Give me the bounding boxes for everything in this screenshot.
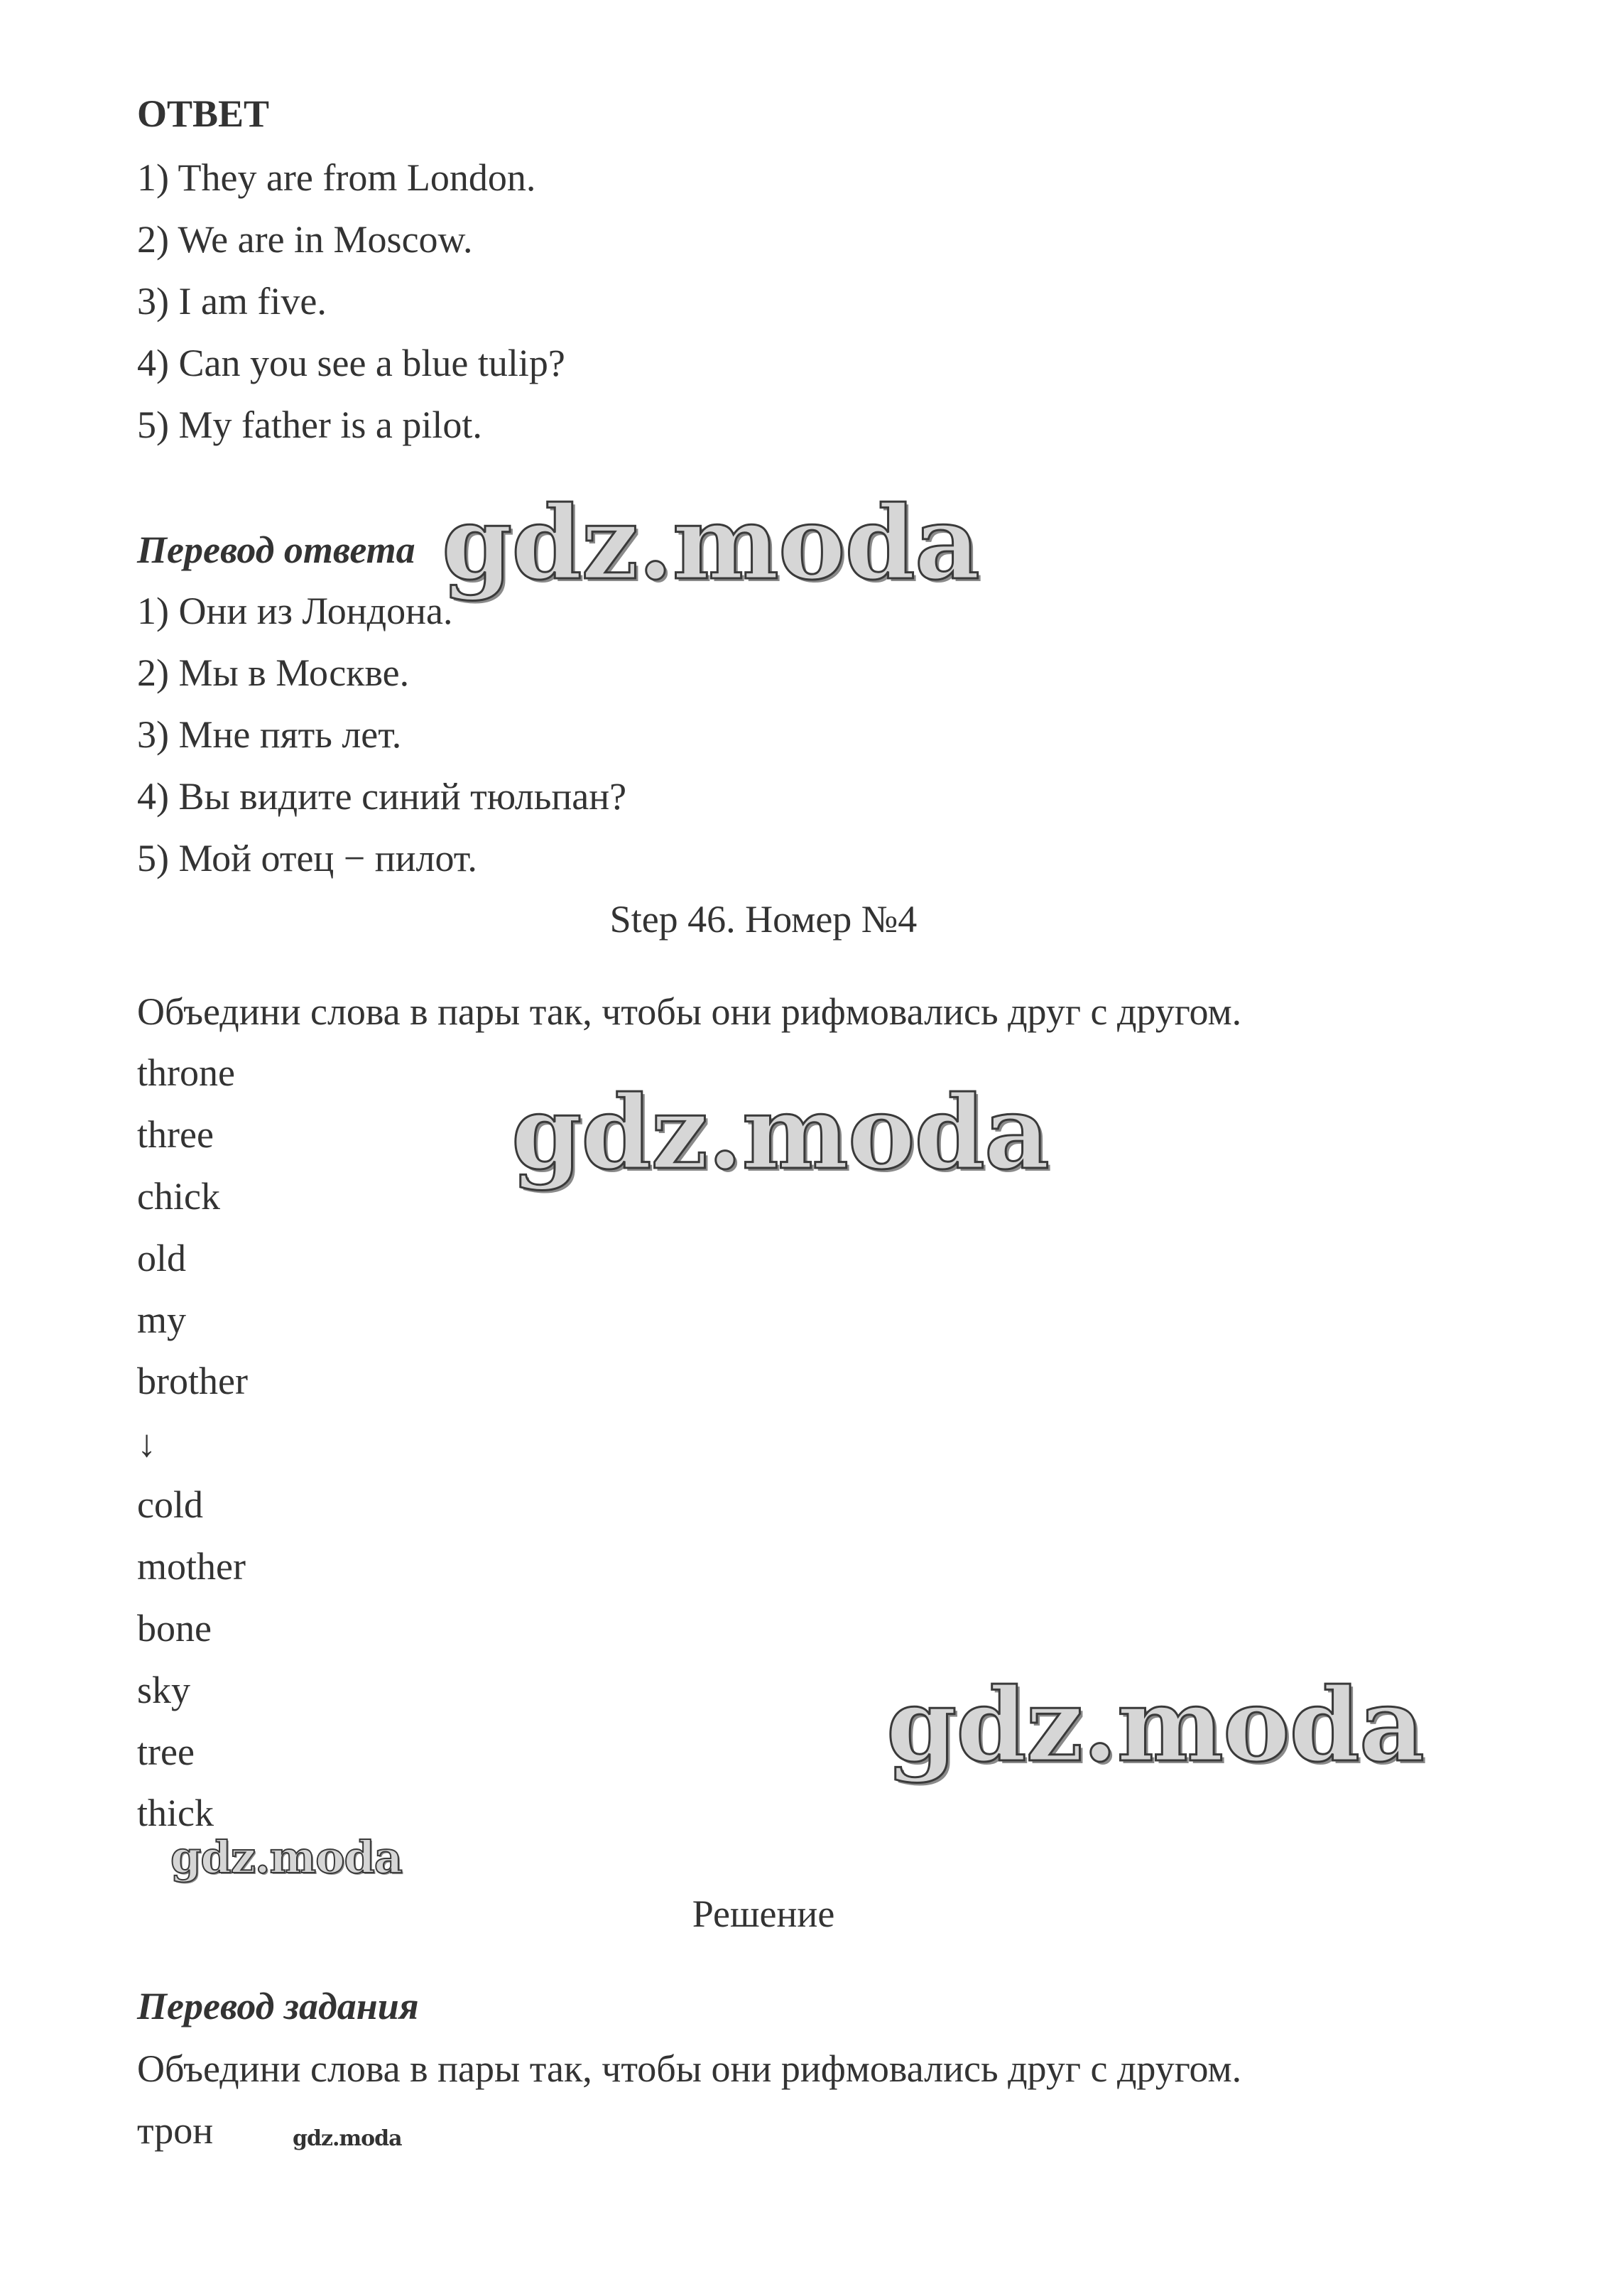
- word-item: cold: [137, 1483, 203, 1526]
- watermark-logo: gdz.moda: [293, 2126, 402, 2151]
- task-instruction: Объедини слова в пары так, чтобы они рифмовались друг с другом.: [137, 990, 1242, 1033]
- word-item: bone: [137, 1607, 212, 1650]
- watermark-logo: gdz.moda: [511, 1074, 1049, 1192]
- solution-word: трон: [137, 2109, 214, 2152]
- word-item: brother: [137, 1360, 248, 1402]
- word-item: throne: [137, 1051, 235, 1094]
- answer-heading: ОТВЕТ: [137, 92, 270, 135]
- answer-item: 1) They are from London.: [137, 156, 536, 199]
- answer-item: 5) My father is a pilot.: [137, 404, 482, 446]
- word-item: old: [137, 1237, 187, 1279]
- answer-item: 4) Can you see a blue tulip?: [137, 342, 565, 384]
- task-title: Step 46. Номер №4: [609, 898, 918, 941]
- answer-item: 3) I am five.: [137, 280, 327, 323]
- answer-translation-heading: Перевод ответа: [137, 529, 415, 571]
- watermark-logo: gdz.moda: [170, 1831, 402, 1883]
- watermark-logo: gdz.moda: [442, 484, 979, 602]
- task-translation-heading: Перевод задания: [137, 1985, 419, 2027]
- solution-heading: Решение: [692, 1892, 835, 1935]
- translation-item: 1) Они из Лондона.: [137, 590, 453, 632]
- word-item: mother: [137, 1545, 246, 1588]
- translation-item: 2) Мы в Москве.: [137, 651, 410, 694]
- translation-item: 3) Мне пять лет.: [137, 713, 402, 756]
- answer-item: 2) We are in Moscow.: [137, 218, 473, 261]
- down-arrow-icon: ↓: [137, 1422, 156, 1465]
- watermark-logo: gdz.moda: [886, 1667, 1424, 1785]
- translation-item: 5) Мой отец − пилот.: [137, 837, 477, 879]
- word-item: three: [137, 1113, 214, 1156]
- word-item: my: [137, 1299, 187, 1341]
- word-item: thick: [137, 1792, 214, 1834]
- translation-item: 4) Вы видите синий тюльпан?: [137, 775, 627, 818]
- solution-instruction: Объедини слова в пары так, чтобы они рифмовались друг с другом.: [137, 2047, 1242, 2090]
- word-item: tree: [137, 1731, 195, 1773]
- word-item: chick: [137, 1175, 220, 1218]
- word-item: sky: [137, 1669, 191, 1711]
